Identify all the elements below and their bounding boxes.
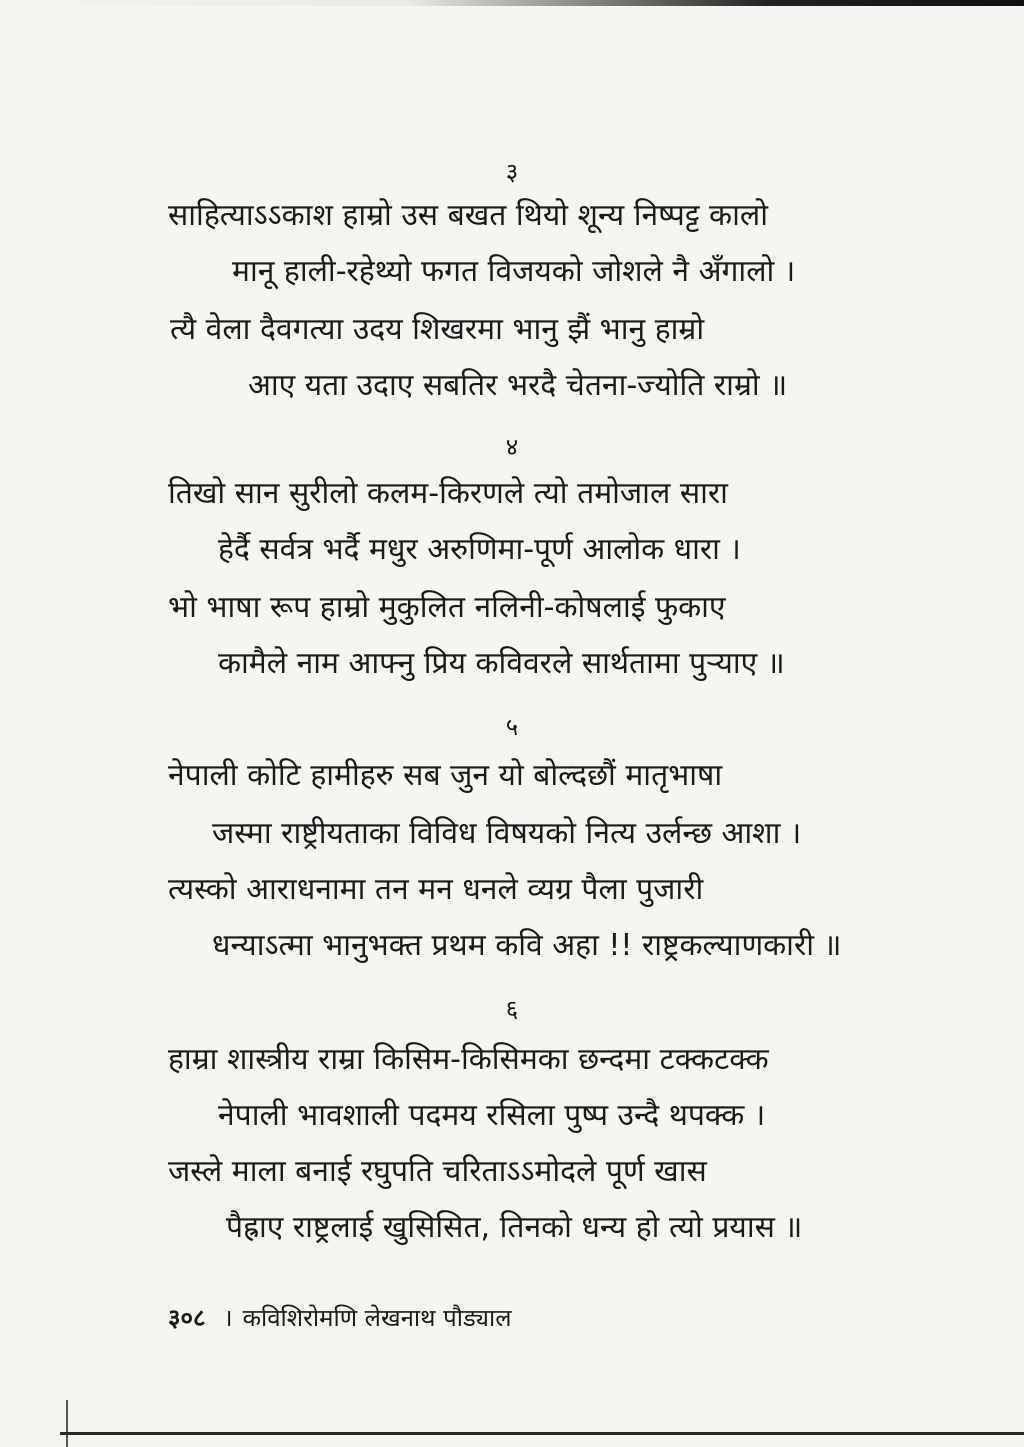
verse-line: जस्ले माला बनाई रघुपति चरिताऽऽमोदले पूर्ण खास xyxy=(168,1154,707,1189)
verse-line: नेपाली कोटि हामीहरु सब जुन यो बोल्दछौं मातृभाषा xyxy=(168,758,723,793)
verse-line: भो भाषा रूप हाम्रो मुकुलित नलिनी-कोषलाई फुकाए xyxy=(168,590,726,625)
verse-line: साहित्याऽऽकाश हाम्रो उस बखत थियो शून्य निष्पट्ट कालो xyxy=(168,198,768,233)
book-title: कविशिरोमणि लेखनाथ पौड्याल xyxy=(242,1304,512,1332)
verse-line: आए यता उदाए सबतिर भरदै चेतना-ज्योति राम्रो ॥ xyxy=(248,368,788,403)
stanza-number: ३ xyxy=(505,158,519,186)
verse-line: जस्मा राष्ट्रीयताका विविध विषयको नित्य उर्लन्छ आशा । xyxy=(212,816,802,851)
verse-line: पैह्राए राष्ट्रलाई खुसिसित, तिनको धन्य हो त्यो प्रयास ॥ xyxy=(226,1210,803,1245)
stanza-number: ५ xyxy=(505,713,519,741)
verse-line: तिखो सान सुरीलो कलम-किरणले त्यो तमोजाल सारा xyxy=(168,476,728,511)
verse-line: मानू हाली-रहेथ्यो फगत विजयको जोशले नै अँगालो । xyxy=(232,254,796,289)
footer-separator: । xyxy=(223,1304,233,1332)
page-footer xyxy=(168,1302,512,1334)
verse-line: हाम्रा शास्त्रीय राम्रा किसिम-किसिमका छन्दमा टक्कटक्क xyxy=(168,1042,769,1077)
stanza-number: ४ xyxy=(505,433,519,461)
verse-line: नेपाली भावशाली पदमय रसिला पुष्प उन्दै थपक्क । xyxy=(218,1098,766,1133)
verse-line: हेर्दै सर्वत्र भर्दै मधुर अरुणिमा-पूर्ण आलोक धारा । xyxy=(218,532,741,567)
page-number: ३०८ xyxy=(168,1304,206,1332)
verse-line: त्यस्को आराधनामा तन मन धनले व्यग्र पैला पुजारी xyxy=(168,872,704,907)
verse-line: कामैले नाम आफ्नु प्रिय कविवरले सार्थतामा पुऱ्याए ॥ xyxy=(218,646,785,681)
verse-line: त्यै वेला दैवगत्या उदय शिखरमा भानु झैं भानु हाम्रो xyxy=(170,312,705,347)
verse-line: धन्याऽत्मा भानुभक्त प्रथम कवि अहा !! राष्ट्रकल्याणकारी ॥ xyxy=(212,928,842,963)
stanza-number: ६ xyxy=(505,995,519,1023)
